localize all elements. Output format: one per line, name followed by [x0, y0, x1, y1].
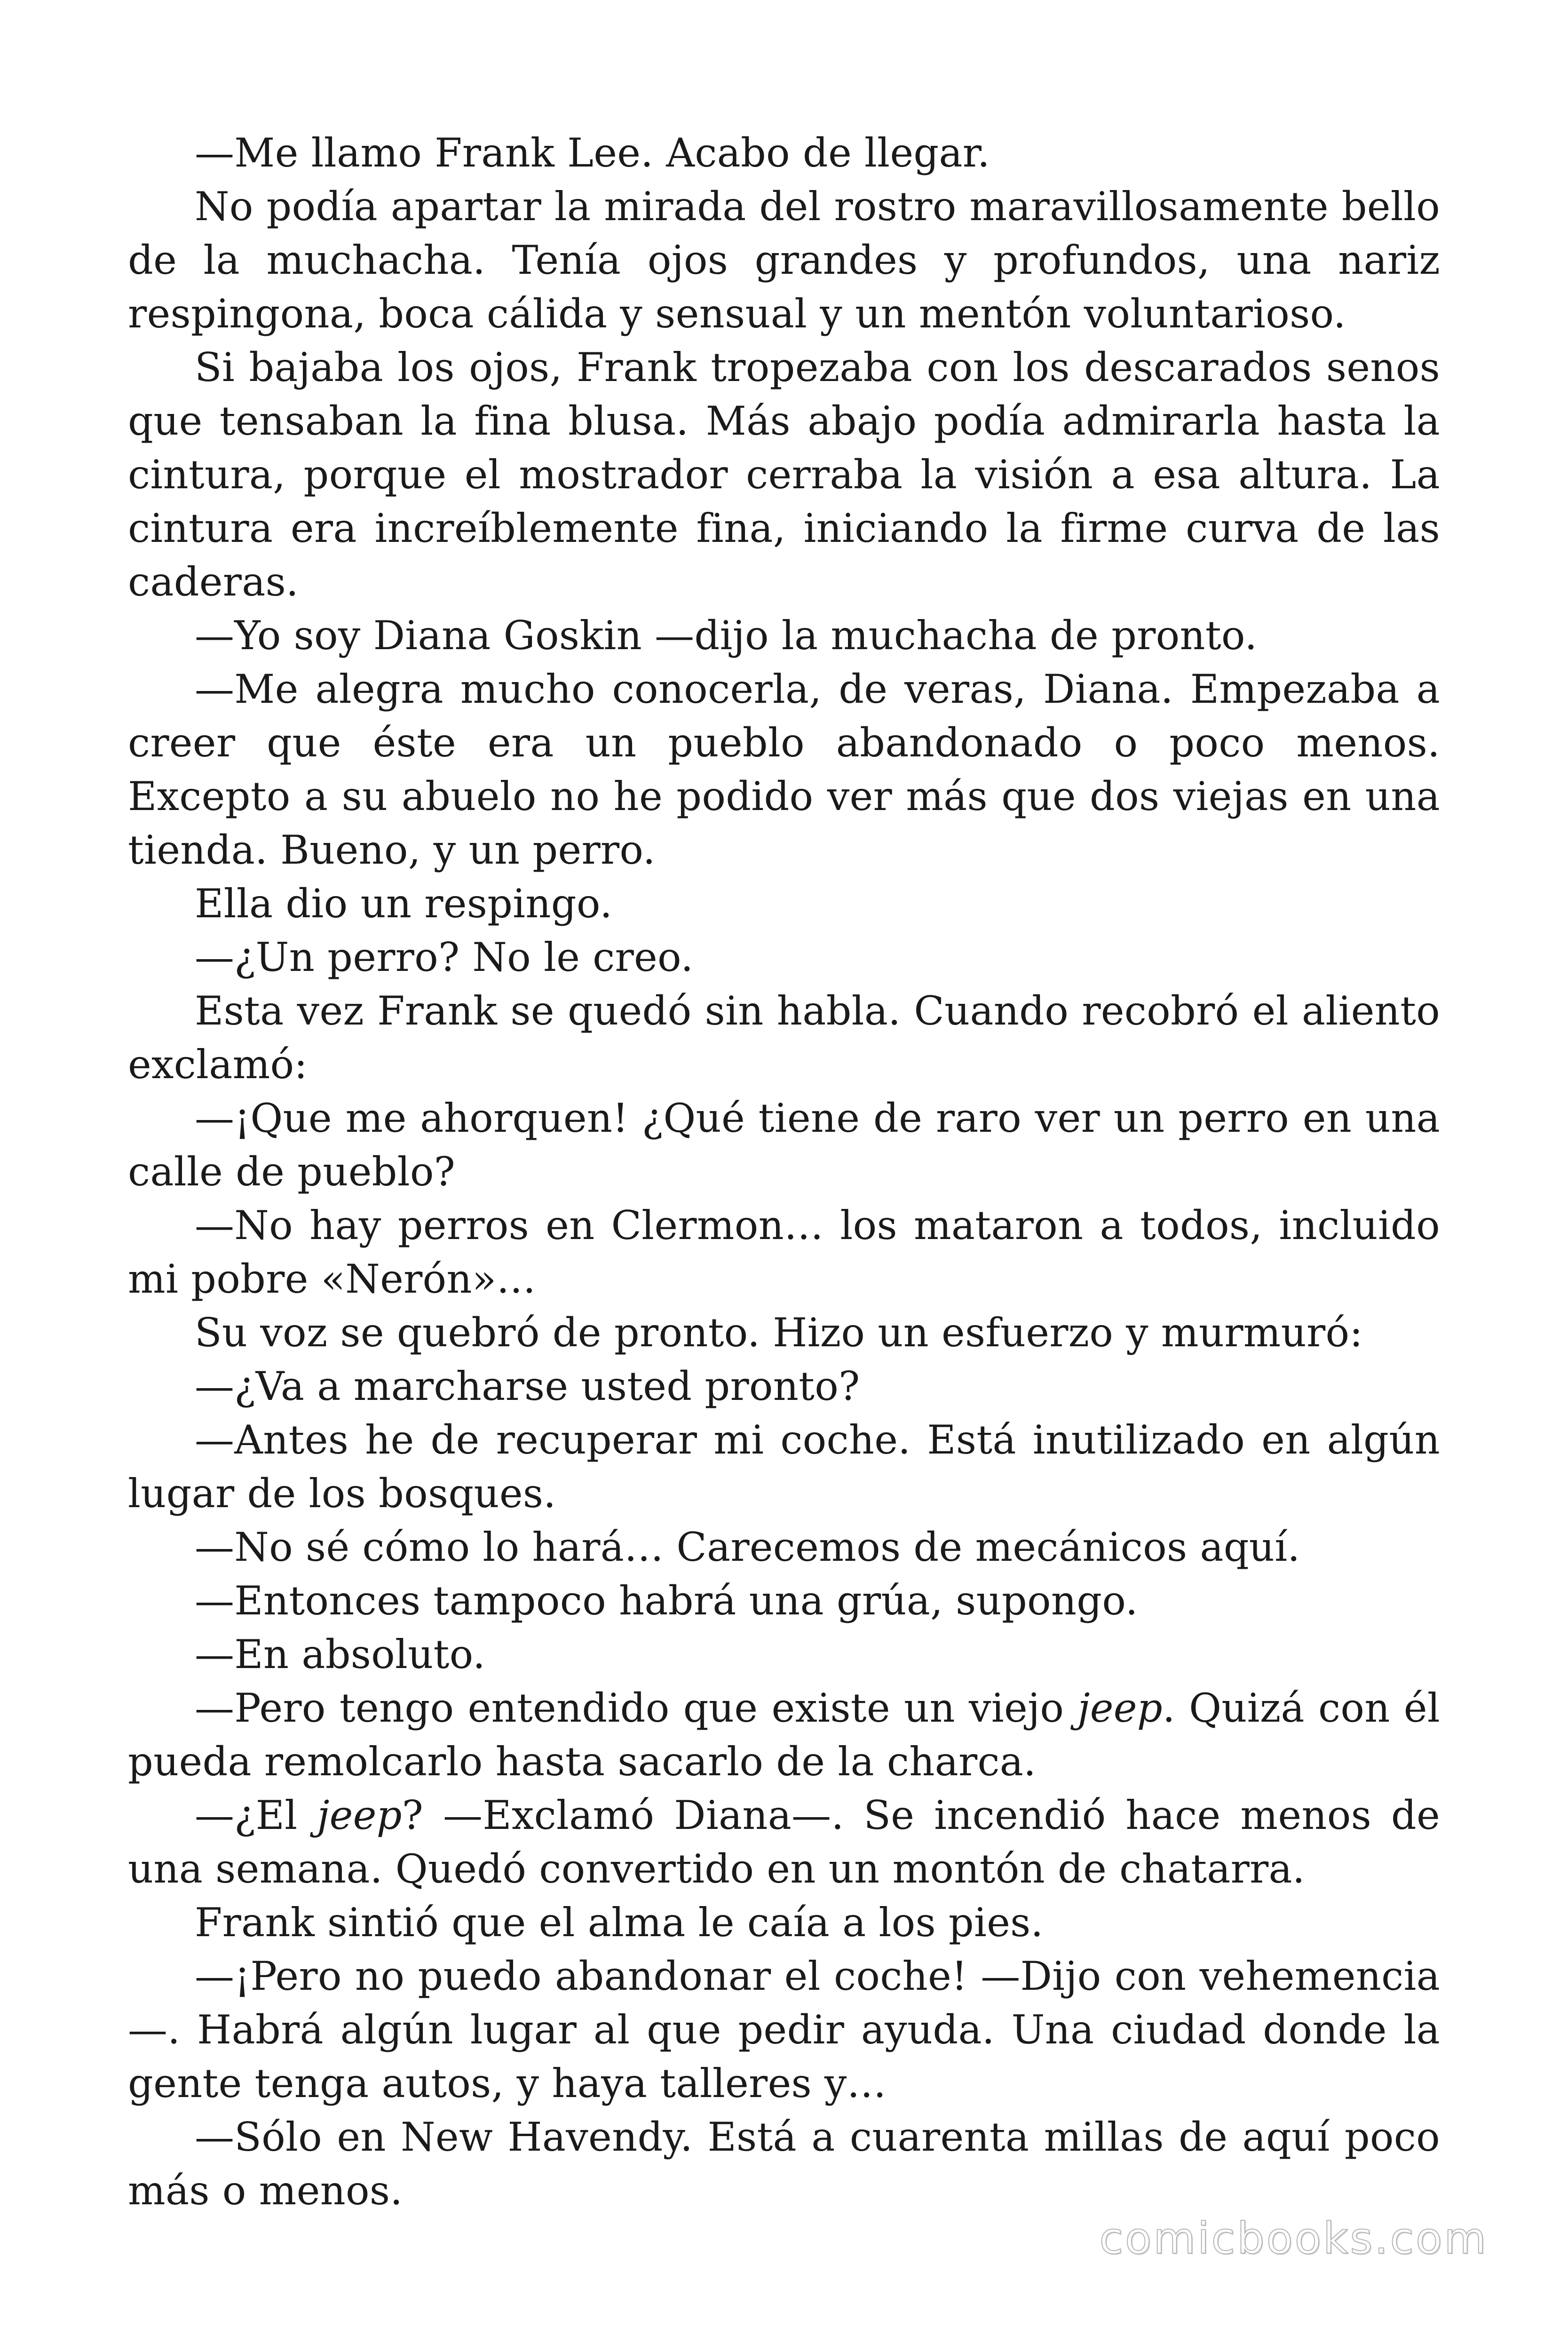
paragraph	[128, 126, 1440, 180]
paragraph	[128, 877, 1440, 930]
text-segment: Esta vez Frank se quedó sin habla. Cuando recobró el aliento exclamó:	[128, 988, 1440, 1088]
paragraph	[128, 1091, 1440, 1199]
text-segment: —¿Un perro? No le creo.	[195, 934, 694, 980]
italic-text: jeep	[1077, 1685, 1163, 1731]
text-segment: —Me llamo Frank Lee. Acabo de llegar.	[195, 130, 990, 176]
text-segment: —No sé cómo lo hará… Carecemos de mecánicos aquí.	[195, 1524, 1300, 1570]
paragraph	[128, 1520, 1440, 1574]
text-segment: —No hay perros en Clermon… los mataron a todos, incluido mi pobre «Nerón»…	[128, 1202, 1440, 1302]
text-segment: —Yo soy Diana Goskin —dijo la muchacha de pronto.	[195, 612, 1258, 659]
paragraph	[128, 1628, 1440, 1681]
paragraph	[128, 1306, 1440, 1359]
paragraph	[128, 662, 1440, 877]
text-segment: —Entonces tampoco habrá una grúa, supongo.	[195, 1578, 1138, 1624]
text-segment: —Sólo en New Havendy. Está a cuarenta millas de aquí poco más o menos.	[128, 2114, 1440, 2214]
paragraph	[128, 609, 1440, 662]
text-segment: —¿Va a marcharse usted pronto?	[195, 1363, 860, 1409]
text-segment: Su voz se quebró de pronto. Hizo un esfuerzo y murmuró:	[195, 1310, 1363, 1356]
text-segment: —¿El	[195, 1792, 317, 1838]
text-segment: —¡Pero no puedo abandonar el coche! —Dijo con vehemencia—. Habrá algún lugar al que pedir ayuda. Una ciudad donde la gente tenga autos, y haya talleres y…	[128, 1953, 1440, 2106]
book-page-body	[128, 126, 1440, 2217]
text-segment: Si bajaba los ojos, Frank tropezaba con los descarados senos que tensaban la fina blusa. Más abajo podía admirarla hasta la cintura, porque el mostrador cerraba la visión a esa altura. La cintura era increíblemente fina, iniciando la firme curva de las caderas.	[128, 344, 1440, 605]
paragraph	[128, 1949, 1440, 2110]
paragraph	[128, 1199, 1440, 1306]
italic-text: jeep	[317, 1792, 402, 1838]
text-segment: —En absoluto.	[195, 1631, 486, 1677]
text-segment: No podía apartar la mirada del rostro maravillosamente bello de la muchacha. Tenía ojos grandes y profundos, una nariz respingona, boca cálida y sensual y un mentón voluntarioso.	[128, 183, 1440, 337]
paragraph	[128, 1896, 1440, 1949]
text-segment: —Antes he de recuperar mi coche. Está inutilizado en algún lugar de los bosques.	[128, 1417, 1440, 1517]
paragraph	[128, 341, 1440, 609]
paragraph	[128, 1681, 1440, 1788]
text-segment: Ella dio un respingo.	[195, 881, 613, 927]
paragraph	[128, 180, 1440, 341]
text-segment: —¡Que me ahorquen! ¿Qué tiene de raro ver un perro en una calle de pueblo?	[128, 1095, 1440, 1195]
text-segment: ? —Exclamó Diana—. Se incendió hace menos de una semana. Quedó convertido en un montón de chatarra.	[128, 1792, 1441, 1892]
text-segment: . Quizá con él pueda remolcarlo hasta sacarlo de la charca.	[128, 1685, 1440, 1785]
paragraph	[128, 2110, 1440, 2217]
text-segment: —Pero tengo entendido que existe un viejo	[195, 1685, 1078, 1731]
paragraph	[128, 1359, 1440, 1413]
paragraph	[128, 930, 1440, 984]
watermark: comicbooks.com	[1099, 2213, 1488, 2264]
text-segment: —Me alegra mucho conocerla, de veras, Diana. Empezaba a creer que éste era un pueblo abandonado o poco menos. Excepto a su abuelo no he podido ver más que dos viejas en una tienda. Bueno, y un perro.	[128, 666, 1440, 873]
paragraph	[128, 1574, 1440, 1628]
paragraph	[128, 1413, 1440, 1520]
paragraph	[128, 984, 1440, 1091]
paragraph	[128, 1788, 1440, 1896]
text-segment: Frank sintió que el alma le caía a los pies.	[195, 1899, 1044, 1946]
